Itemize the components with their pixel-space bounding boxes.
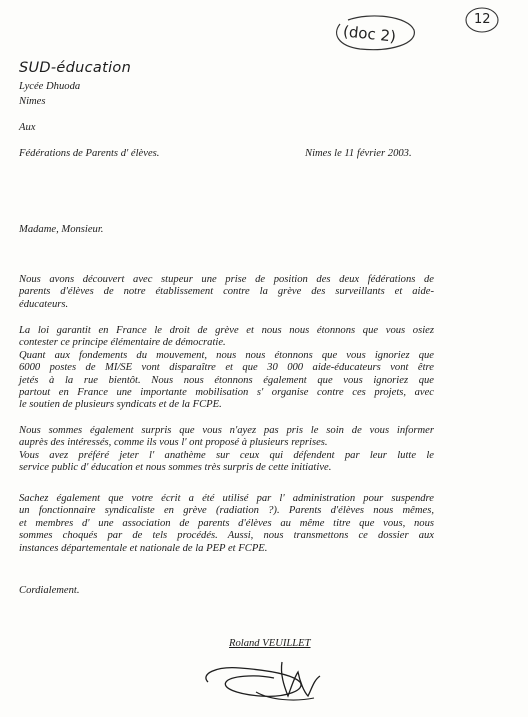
body-paragraph-1 — [19, 274, 434, 311]
body-line: instances départementale et nationale de la PEP et FCPE. — [19, 542, 268, 554]
place-date: Nimes le 11 février 2003. — [305, 148, 412, 159]
handwritten-signature — [196, 652, 336, 712]
doc-label: (doc 2) — [342, 22, 397, 46]
sender-city: Nimes — [19, 96, 46, 107]
closing: Cordialement. — [19, 585, 80, 596]
body-line: service public d' éducation et nous sommes très surpris de cette initiative. — [19, 462, 332, 474]
body-line: contester ce principe élémentaire de démocratie. — [19, 337, 226, 349]
body-line: Sachez également que votre écrit a été utilisé par l' administration pour suspendre — [19, 493, 434, 504]
recipient-name: Fédérations de Parents d' élèves. — [19, 148, 160, 159]
sender-school: Lycée Dhuoda — [19, 81, 81, 92]
page-number: 12 — [474, 12, 491, 27]
salutation: Madame, Monsieur. — [19, 224, 104, 235]
body-line: et membres d' une association de parents d'élèves au même titre que vous, nous — [19, 517, 434, 529]
body-line: Vous avez préféré jeter l' anathème sur ceux qui défendent par leur lutte le — [19, 449, 434, 461]
body-line: jetés à la rue bientôt. Nous nous étonnons également que vous ignoriez que — [19, 374, 434, 386]
body-paragraph-4 — [19, 493, 434, 555]
body-line: auprès des intéressés, comme ils vous l' ont proposé à plusieurs reprises. — [19, 437, 328, 449]
body-line: partout en France une importante mobilisation s' organise contre ces projets, avec — [19, 387, 434, 399]
body-line: Nous avons découvert avec stupeur une prise de position des deux fédérations de — [19, 274, 434, 285]
body-line: le soutien de plusieurs syndicats et de la FCPE. — [19, 399, 222, 411]
body-line: Quant aux fondements du mouvement, nous nous étonnons que vous ignoriez que — [19, 349, 434, 361]
body-line: éducateurs. — [19, 298, 69, 310]
page-number-circle — [464, 6, 500, 36]
body-line: Nous sommes également surpris que vous n'ayez pas pris le soin de vous informer — [19, 425, 434, 436]
body-paragraph-2 — [19, 325, 434, 412]
body-line: un fonctionnaire syndicaliste en grève (radiation ?). Parents d'élèves nous mêmes, — [19, 505, 434, 517]
body-line: sommes choqués par de tels procédés. Aussi, nous transmettons ce dossier aux — [19, 530, 434, 542]
body-line: La loi garantit en France le droit de grève et nous nous étonnons que vous osiez — [19, 325, 434, 336]
doc-label-circle — [330, 14, 420, 54]
body-line: parents d'élèves de notre établissement contre la grève des surveillants et aide- — [19, 286, 434, 298]
recipient-prefix: Aux — [19, 122, 36, 133]
body-paragraph-3 — [19, 425, 434, 475]
body-line: 6000 postes de MI/SE vont disparaître et que 30 000 aide-éducateurs vont être — [19, 362, 434, 374]
signatory-name: Roland VEUILLET — [229, 638, 311, 649]
sender-organization: SUD-éducation — [19, 60, 132, 76]
